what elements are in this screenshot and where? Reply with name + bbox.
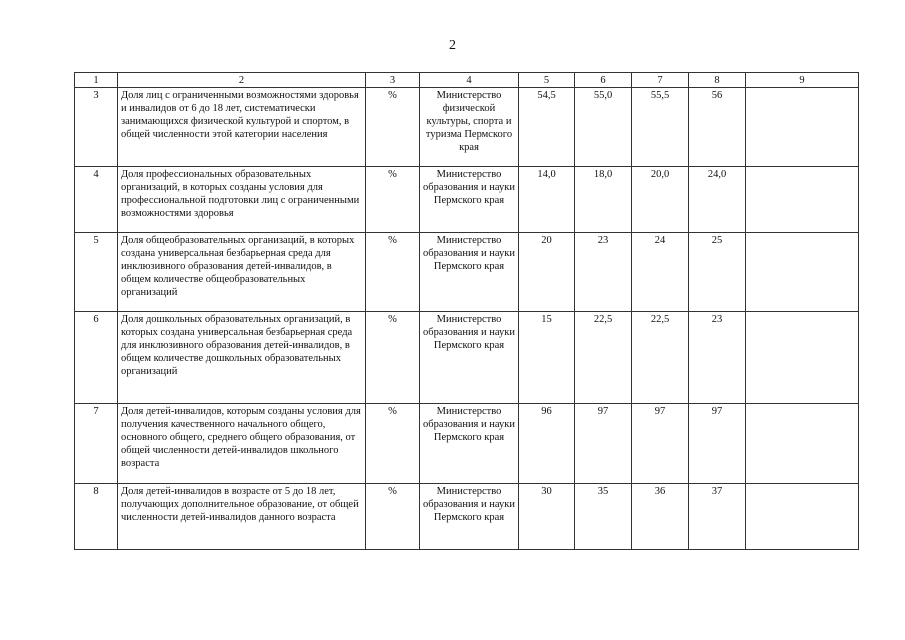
value-col7: 36 — [632, 484, 689, 550]
unit: % — [366, 312, 420, 404]
header-cell: 5 — [519, 73, 575, 88]
value-col8: 97 — [689, 404, 746, 484]
value-col8: 23 — [689, 312, 746, 404]
header-cell: 3 — [366, 73, 420, 88]
table-row — [75, 167, 859, 233]
value-col5: 14,0 — [519, 167, 575, 233]
unit: % — [366, 88, 420, 167]
value-col8: 37 — [689, 484, 746, 550]
indicator-name: Доля детей-инвалидов, которым созданы условия для получения качественного начального общего, основного общего, среднего общего образования, от общей численности детей-инвалидов школьного возраста — [118, 404, 366, 484]
value-col6: 23 — [575, 233, 632, 312]
note — [746, 312, 859, 404]
header-cell: 4 — [420, 73, 519, 88]
row-number: 7 — [75, 404, 118, 484]
indicator-name: Доля дошкольных образовательных организаций, в которых создана универсальная безбарьерная среда для инклюзивного образования детей-инвалидов, в общем количестве дошкольных образовательных организаций — [118, 312, 366, 404]
value-col6: 22,5 — [575, 312, 632, 404]
table-row — [75, 404, 859, 484]
header-cell: 8 — [689, 73, 746, 88]
row-number: 8 — [75, 484, 118, 550]
responsible: Министерство образования и науки Пермского края — [420, 312, 519, 404]
table-row — [75, 233, 859, 312]
header-cell: 7 — [632, 73, 689, 88]
unit: % — [366, 404, 420, 484]
indicator-name: Доля лиц с ограниченными возможностями здоровья и инвалидов от 6 до 18 лет, систематически занимающихся физической культурой и спортом, в общей численности этой категории населения — [118, 88, 366, 167]
note — [746, 88, 859, 167]
value-col7: 55,5 — [632, 88, 689, 167]
value-col5: 20 — [519, 233, 575, 312]
value-col8: 56 — [689, 88, 746, 167]
indicator-name: Доля профессиональных образовательных организаций, в которых созданы условия для профессиональной подготовки лиц с ограниченными возможностями здоровья — [118, 167, 366, 233]
row-number: 4 — [75, 167, 118, 233]
indicators-table — [74, 72, 859, 550]
note — [746, 404, 859, 484]
unit: % — [366, 233, 420, 312]
header-row — [75, 73, 859, 88]
value-col8: 24,0 — [689, 167, 746, 233]
table-row — [75, 88, 859, 167]
table-row — [75, 484, 859, 550]
value-col6: 35 — [575, 484, 632, 550]
value-col7: 97 — [632, 404, 689, 484]
value-col7: 20,0 — [632, 167, 689, 233]
value-col5: 15 — [519, 312, 575, 404]
value-col5: 30 — [519, 484, 575, 550]
row-number: 5 — [75, 233, 118, 312]
responsible: Министерство образования и науки Пермского края — [420, 404, 519, 484]
responsible: Министерство образования и науки Пермского края — [420, 233, 519, 312]
table-row — [75, 312, 859, 404]
note — [746, 167, 859, 233]
value-col5: 96 — [519, 404, 575, 484]
value-col6: 97 — [575, 404, 632, 484]
responsible: Министерство образования и науки Пермского края — [420, 484, 519, 550]
unit: % — [366, 484, 420, 550]
note — [746, 233, 859, 312]
header-cell: 6 — [575, 73, 632, 88]
note — [746, 484, 859, 550]
unit: % — [366, 167, 420, 233]
responsible: Министерство образования и науки Пермского края — [420, 167, 519, 233]
value-col6: 18,0 — [575, 167, 632, 233]
indicator-name: Доля общеобразовательных организаций, в которых создана универсальная безбарьерная среда для инклюзивного образования детей-инвалидов, в общем количестве общеобразовательных организаций — [118, 233, 366, 312]
header-cell: 9 — [746, 73, 859, 88]
value-col6: 55,0 — [575, 88, 632, 167]
value-col5: 54,5 — [519, 88, 575, 167]
header-cell: 2 — [118, 73, 366, 88]
page-number: 2 — [449, 38, 456, 53]
value-col8: 25 — [689, 233, 746, 312]
row-number: 3 — [75, 88, 118, 167]
row-number: 6 — [75, 312, 118, 404]
value-col7: 22,5 — [632, 312, 689, 404]
value-col7: 24 — [632, 233, 689, 312]
header-cell: 1 — [75, 73, 118, 88]
indicator-name: Доля детей-инвалидов в возрасте от 5 до 18 лет, получающих дополнительное образование, от общей численности детей-инвалидов данного возраста — [118, 484, 366, 550]
responsible: Министерство физической культуры, спорта и туризма Пермского края — [420, 88, 519, 167]
